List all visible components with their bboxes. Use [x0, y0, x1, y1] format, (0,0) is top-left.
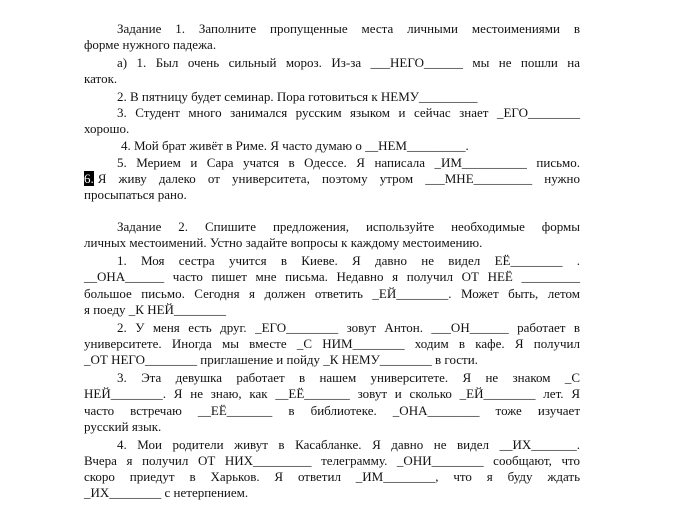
task1-line-with-cursor — [84, 171, 580, 186]
task2-heading: Задание 2. Спишите предложения, используйте необходимые формы — [117, 219, 580, 234]
task2-line: 2. У меня есть друг. _ЕГО________ зовут Антон. ___ОН______ работает в — [117, 320, 580, 335]
task2-line: НЕЙ________. Я не знаю, как __ЕЁ_______ зовут и сколько _ЕЙ________ лет. Я — [84, 386, 580, 401]
task2-line: русский язык. — [84, 419, 162, 434]
task2-line: большое письмо. Сегодня я должен ответить _ЕЙ________. Может быть, летом — [84, 286, 580, 301]
task1-line: 5. Мерием и Сара учатся в Одессе. Я написала _ИМ__________ письмо. — [117, 155, 580, 170]
task1-line: каток. — [84, 71, 118, 86]
task1-heading: Задание 1. Заполните пропущенные места личными местоимениями в — [117, 21, 580, 36]
task2-line: часто встречаю __ЕЁ_______ в библиотеке. _ОНА________ тоже изучает — [84, 403, 580, 418]
task1-line: хорошо. — [84, 121, 130, 136]
task2-line: 3. Эта девушка работает в нашем университете. Я не знаком _С — [117, 370, 580, 385]
task1-line: 4. Мой брат живёт в Риме. Я часто думаю о __НЕМ_________. — [121, 138, 469, 153]
task1-line: просыпаться рано. — [84, 187, 187, 202]
task2-line: _ОТ НЕГО________ приглашение и пойду _К НЕМУ________ в гости. — [84, 352, 478, 367]
text-cursor-selection[interactable]: 6. — [84, 171, 94, 186]
task1-line: 3. Студент много занимался русским языком и сейчас знает _ЕГО________ — [117, 105, 580, 120]
task2-line: личных местоимений. Устно задайте вопросы к каждому местоимению. — [84, 235, 483, 250]
task1-line: 2. В пятницу будет семинар. Пора готовиться к НЕМУ_________ — [117, 89, 478, 104]
task2-line: университете. Иногда мы вместе _С НИМ________ ходим в кафе. Я получил — [84, 336, 580, 351]
task2-line: _ИХ________ с нетерпением. — [84, 485, 249, 500]
task2-line: 1. Моя сестра учится в Киеве. Я давно не видел ЕЁ________ . — [117, 253, 580, 268]
task2-line: __ОНА______ часто пишет мне письма. Недавно я получил ОТ НЕЁ _________ — [84, 269, 580, 284]
task2-line: 4. Мои родители живут в Касабланке. Я давно не видел __ИХ_______. — [117, 437, 580, 452]
task2-line: Вчера я получил ОТ НИХ_________ телеграмму. _ОНИ________ сообщают, что — [84, 453, 580, 468]
task1-line: форме нужного падежа. — [84, 37, 217, 52]
task1-line: а) 1. Был очень сильный мороз. Из-за ___НЕГО______ мы не пошли на — [117, 55, 580, 70]
task2-line: я поеду _К НЕЙ________ — [84, 302, 226, 317]
task1-line-text: Я живу далеко от университета, поэтому утром ___МНЕ_________ нужно — [97, 171, 580, 186]
task2-line: скоро приедут в Харьков. Я ответил _ИМ________, что я буду ждать — [84, 469, 580, 484]
